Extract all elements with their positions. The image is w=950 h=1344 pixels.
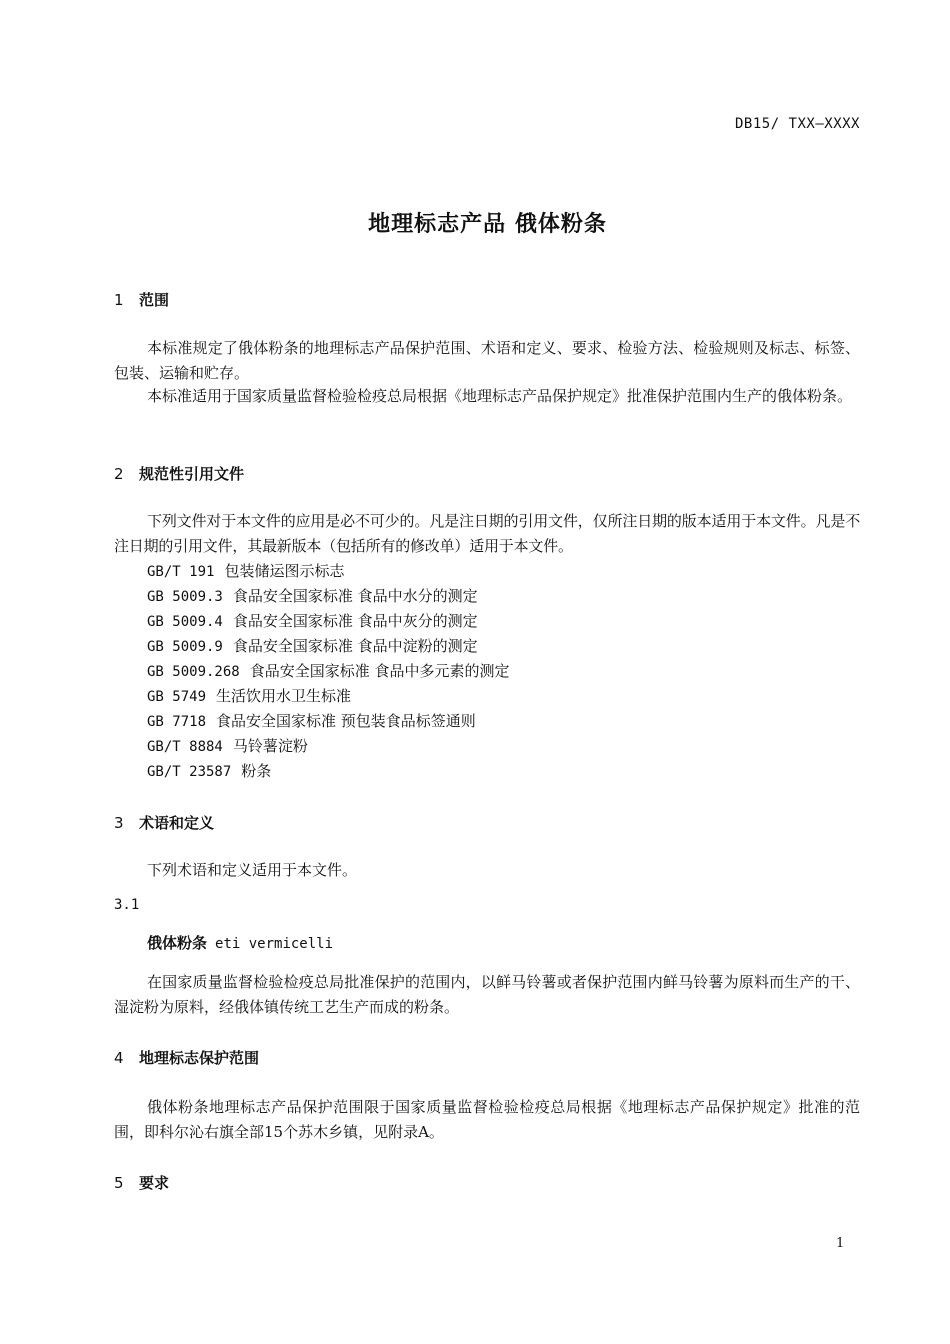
reference-code: GB 5009.268 — [147, 664, 240, 680]
section-title: 要求 — [139, 1174, 170, 1192]
section-number: 4 — [114, 1049, 124, 1067]
scope-paragraph-2: 本标准适用于国家质量监督检验检疫总局根据《地理标志产品保护规定》批准保护范围内生产的俄体粉条。 — [147, 387, 853, 405]
reference-title: 粉条 — [241, 762, 272, 780]
section-5-heading — [114, 1172, 169, 1193]
reference-title: 生活饮用水卫生标准 — [216, 687, 352, 705]
reference-code: GB/T 191 — [147, 564, 215, 580]
reference-code: GB 5009.9 — [147, 639, 223, 655]
reference-item — [147, 659, 510, 684]
section-4-heading — [114, 1047, 259, 1068]
reference-code: GB 5009.3 — [147, 589, 223, 605]
term-chinese: 俄体粉条 — [147, 934, 208, 952]
reference-item — [147, 684, 510, 709]
section-1-heading — [114, 289, 169, 310]
reference-list — [147, 559, 510, 784]
reference-item — [147, 584, 510, 609]
section-title: 规范性引用文件 — [139, 465, 245, 483]
reference-title: 包装储运图示标志 — [224, 562, 345, 580]
scope-paragraph-1: 本标准规定了俄体粉条的地理标志产品保护范围、术语和定义、要求、检验方法、检验规则及标志、标签、包装、运输和贮存。 — [114, 339, 860, 382]
reference-item — [147, 609, 510, 634]
reference-item — [147, 709, 510, 734]
references-intro: 下列文件对于本文件的应用是必不可少的。凡是注日期的引用文件，仅所注日期的版本适用于本文件。凡是不注日期的引用文件，其最新版本（包括所有的修改单）适用于本文件。 — [114, 512, 860, 555]
reference-title: 马铃薯淀粉 — [232, 737, 308, 755]
reference-code: GB/T 23587 — [147, 764, 232, 780]
term-english: eti vermicelli — [215, 936, 334, 952]
page-number: 1 — [836, 1236, 845, 1251]
reference-title: 食品安全国家标准 预包装食品标签通则 — [216, 712, 476, 730]
reference-title: 食品安全国家标准 食品中淀粉的测定 — [232, 637, 478, 655]
document-title: 地理标志产品 俄体粉条 — [368, 212, 607, 237]
subclause-number: 3.1 — [114, 897, 140, 913]
protection-scope-paragraph: 俄体粉条地理标志产品保护范围限于国家质量监督检验检疫总局根据《地理标志产品保护规定》批准的范围，即科尔沁右旗全部15个苏木乡镇，见附录A。 — [114, 1098, 860, 1141]
reference-title: 食品安全国家标准 食品中水分的测定 — [232, 587, 478, 605]
section-3-heading — [114, 812, 214, 833]
reference-code: GB 5749 — [147, 689, 207, 705]
section-number: 2 — [114, 465, 124, 483]
reference-item — [147, 734, 510, 759]
section-number: 3 — [114, 814, 124, 832]
section-2-heading — [114, 463, 244, 484]
reference-item — [147, 634, 510, 659]
reference-code: GB 7718 — [147, 714, 207, 730]
reference-title: 食品安全国家标准 食品中灰分的测定 — [232, 612, 478, 630]
section-title: 范围 — [139, 291, 170, 309]
term-entry — [147, 932, 333, 953]
reference-code: GB 5009.4 — [147, 614, 223, 630]
section-title: 术语和定义 — [139, 814, 215, 832]
section-number: 5 — [114, 1174, 124, 1192]
reference-item — [147, 559, 510, 584]
section-title: 地理标志保护范围 — [139, 1049, 260, 1067]
reference-item — [147, 759, 510, 784]
terms-intro: 下列术语和定义适用于本文件。 — [147, 861, 358, 879]
term-definition: 在国家质量监督检验检疫总局批准保护的范围内，以鲜马铃薯或者保护范围内鲜马铃薯为原料而生产的干、湿淀粉为原料，经俄体镇传统工艺生产而成的粉条。 — [114, 973, 860, 1016]
standard-code: DB15/ TXX—XXXX — [734, 116, 860, 132]
section-number: 1 — [114, 291, 124, 309]
reference-title: 食品安全国家标准 食品中多元素的测定 — [249, 662, 510, 680]
reference-code: GB/T 8884 — [147, 739, 223, 755]
